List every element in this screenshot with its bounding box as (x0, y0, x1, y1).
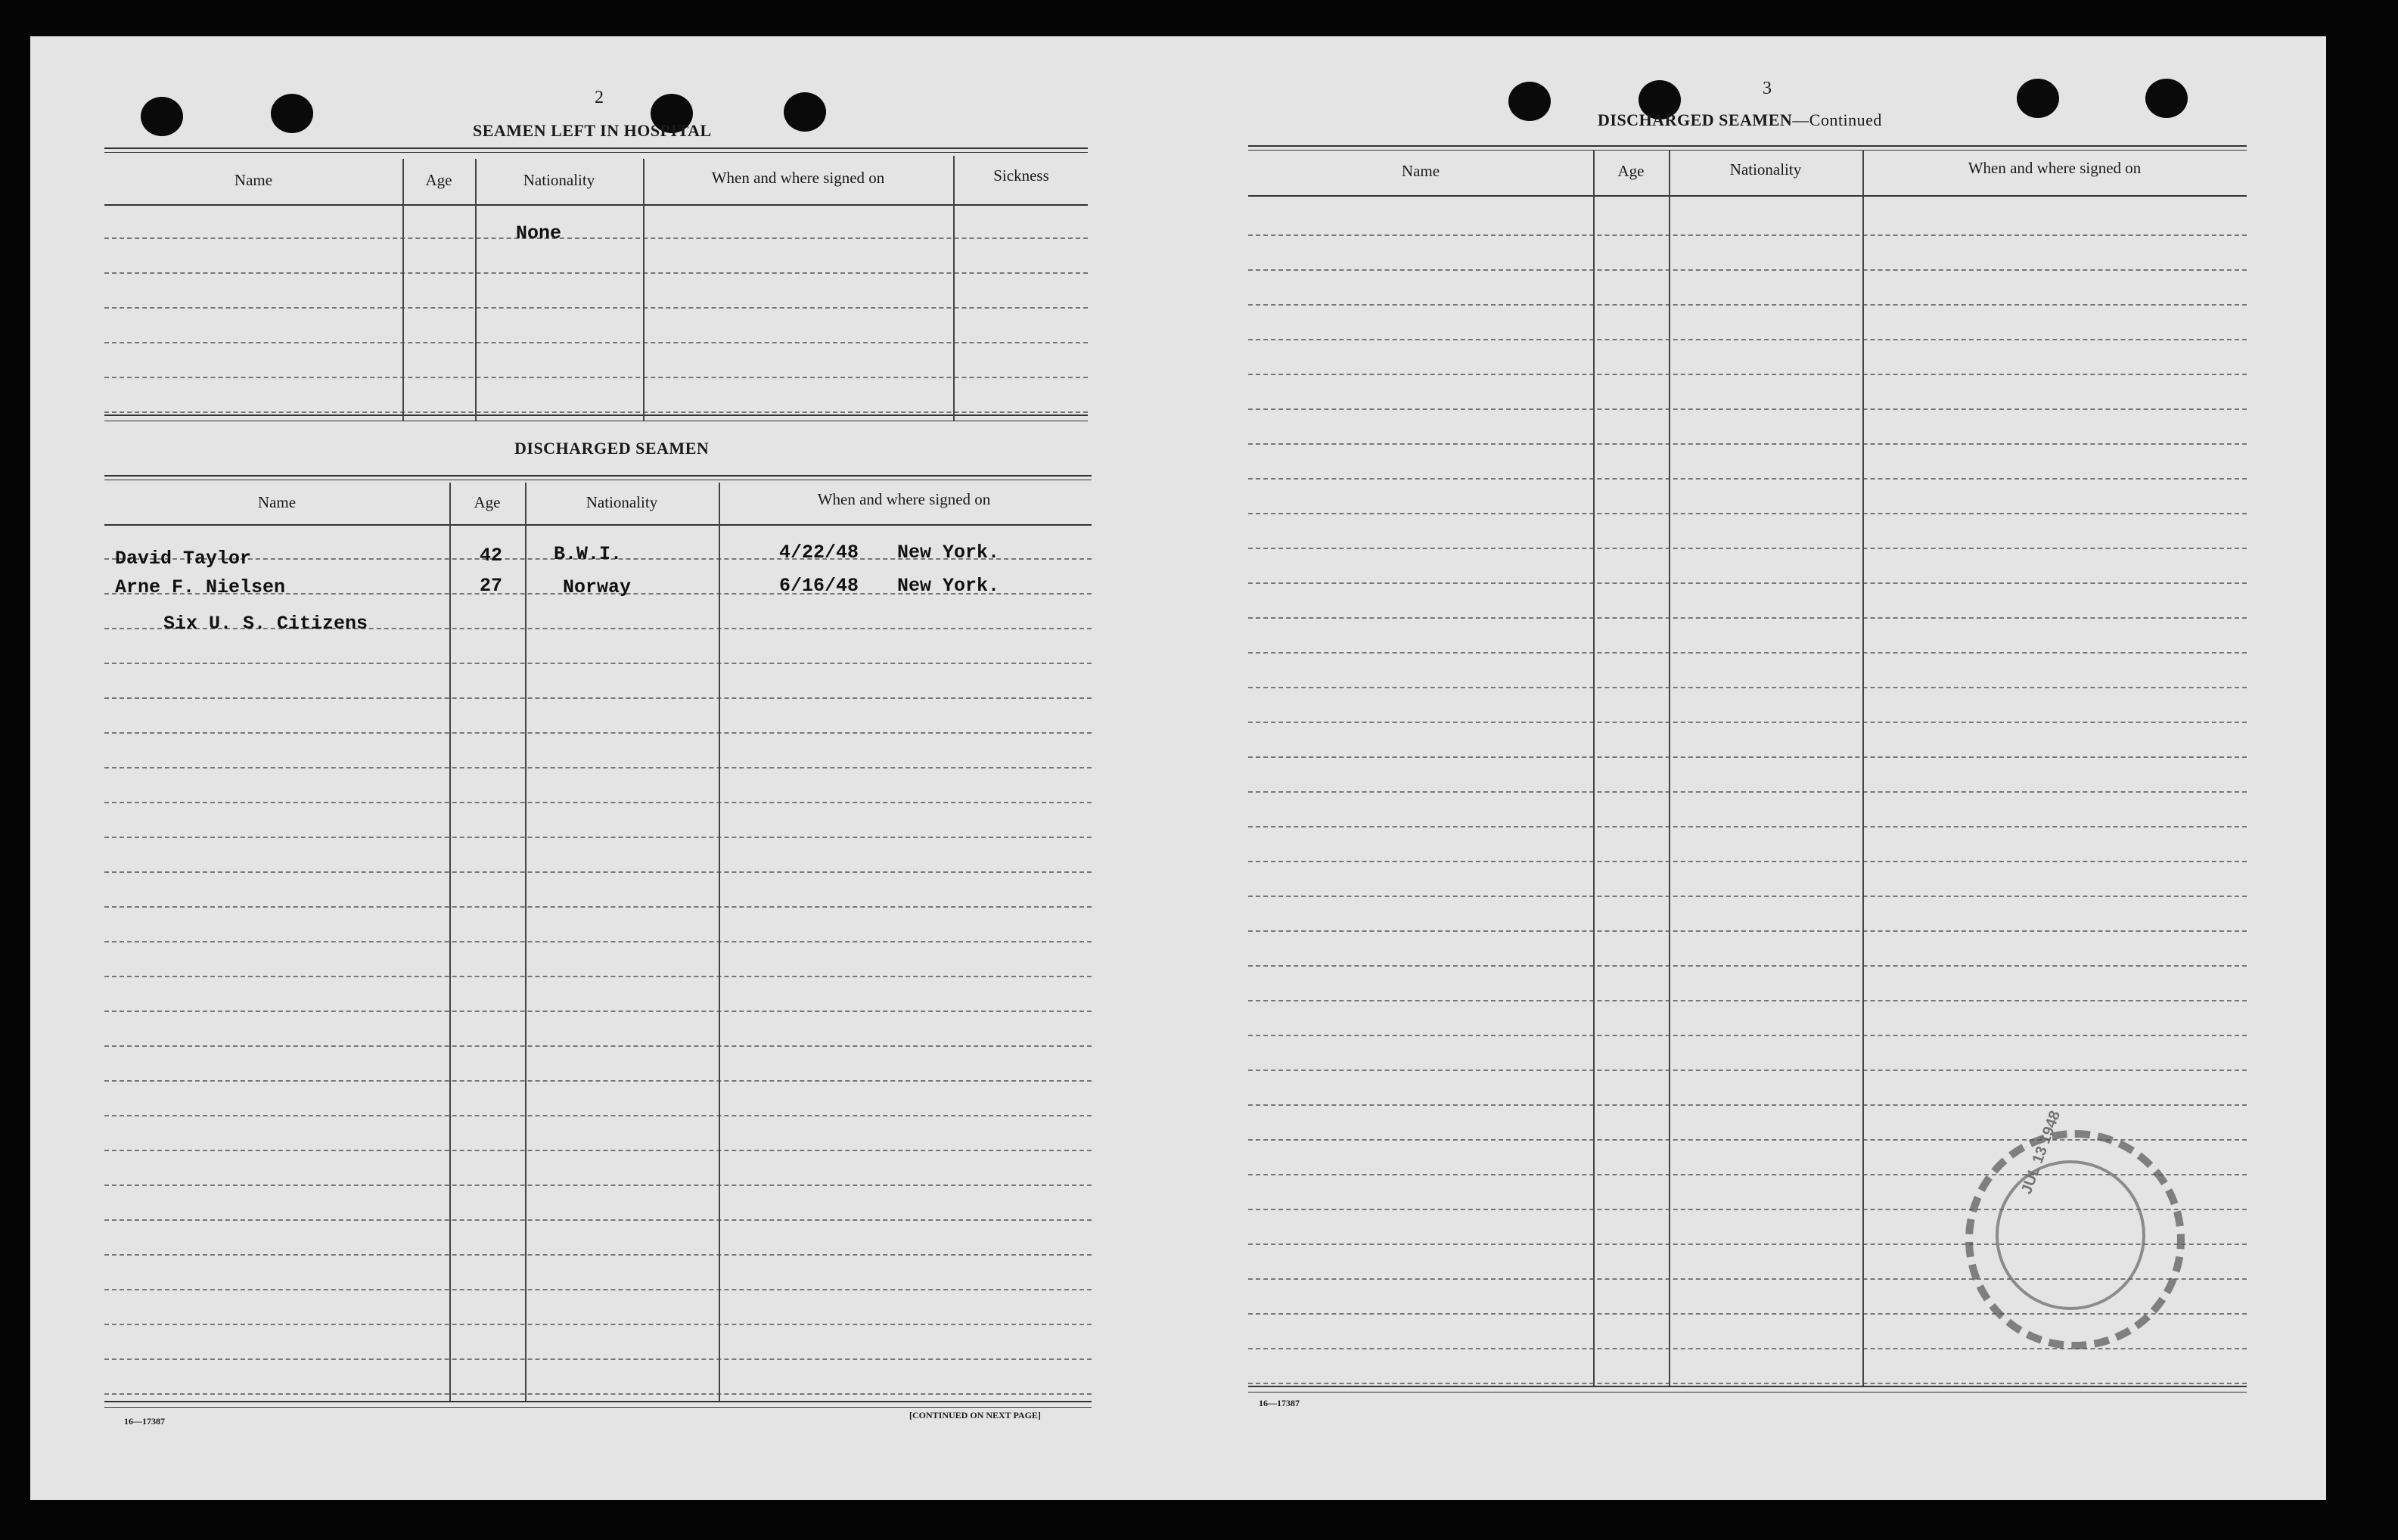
date-stamp-ring (1996, 1160, 2145, 1310)
hospital-col-sickness: Sickness (993, 166, 1049, 185)
hospital-col-age: Age (425, 171, 452, 189)
hospital-entry: None (516, 222, 562, 244)
discharged-col-signed-on: When and where signed on (817, 490, 991, 508)
right-col-age: Age (1617, 162, 1645, 180)
punch-hole (2145, 79, 2188, 118)
discharged-note: Six U. S. Citizens (163, 613, 368, 635)
punch-hole (784, 92, 826, 132)
date-stamp (1965, 1108, 2185, 1349)
page-number-right: 3 (1763, 79, 1772, 98)
hospital-col-signed-on: When and where signed on (711, 169, 885, 187)
punch-hole (141, 97, 183, 136)
discharged-continued-suffix: —Continued (1792, 110, 1882, 129)
discharged-continued-title (1598, 110, 1882, 130)
discharged-col-nationality: Nationality (586, 493, 658, 511)
seaman-signed-place: New York. (897, 542, 1000, 564)
discharged-col-name: Name (257, 493, 297, 511)
form-number-left: 16—17387 (124, 1416, 165, 1427)
seaman-age: 27 (480, 575, 503, 597)
continued-note: [CONTINUED ON NEXT PAGE] (909, 1410, 1041, 1420)
page-number-left: 2 (595, 88, 604, 107)
date-stamp-text: JUL 13 1948 (2018, 1108, 2064, 1197)
seaman-signed-place: New York. (897, 575, 1000, 597)
discharged-title: DISCHARGED SEAMEN (514, 439, 710, 458)
hospital-col-name: Name (234, 171, 273, 189)
punch-hole (2017, 79, 2059, 118)
form-number-right: 16—17387 (1259, 1398, 1300, 1408)
right-col-name: Name (1401, 162, 1440, 180)
right-col-signed-on: When and where signed on (1968, 159, 2142, 177)
seaman-signed-date: 6/16/48 (779, 575, 859, 597)
right-col-nationality: Nationality (1729, 160, 1802, 179)
discharged-continued-title-main: DISCHARGED SEAMEN (1598, 110, 1793, 129)
seaman-signed-date: 4/22/48 (779, 542, 859, 564)
seaman-name: Arne F. Nielsen (115, 576, 286, 598)
document-sheet (30, 36, 2326, 1500)
hospital-title: SEAMEN LEFT IN HOSPITAL (473, 121, 712, 140)
discharged-col-age: Age (474, 493, 501, 511)
seaman-nationality: Norway (563, 576, 632, 598)
seaman-nationality: B.W.I. (554, 543, 623, 565)
punch-hole (271, 94, 313, 133)
seaman-age: 42 (480, 545, 503, 567)
punch-hole (1508, 82, 1551, 121)
hospital-col-nationality: Nationality (523, 171, 595, 189)
seaman-name: David Taylor (115, 548, 252, 570)
